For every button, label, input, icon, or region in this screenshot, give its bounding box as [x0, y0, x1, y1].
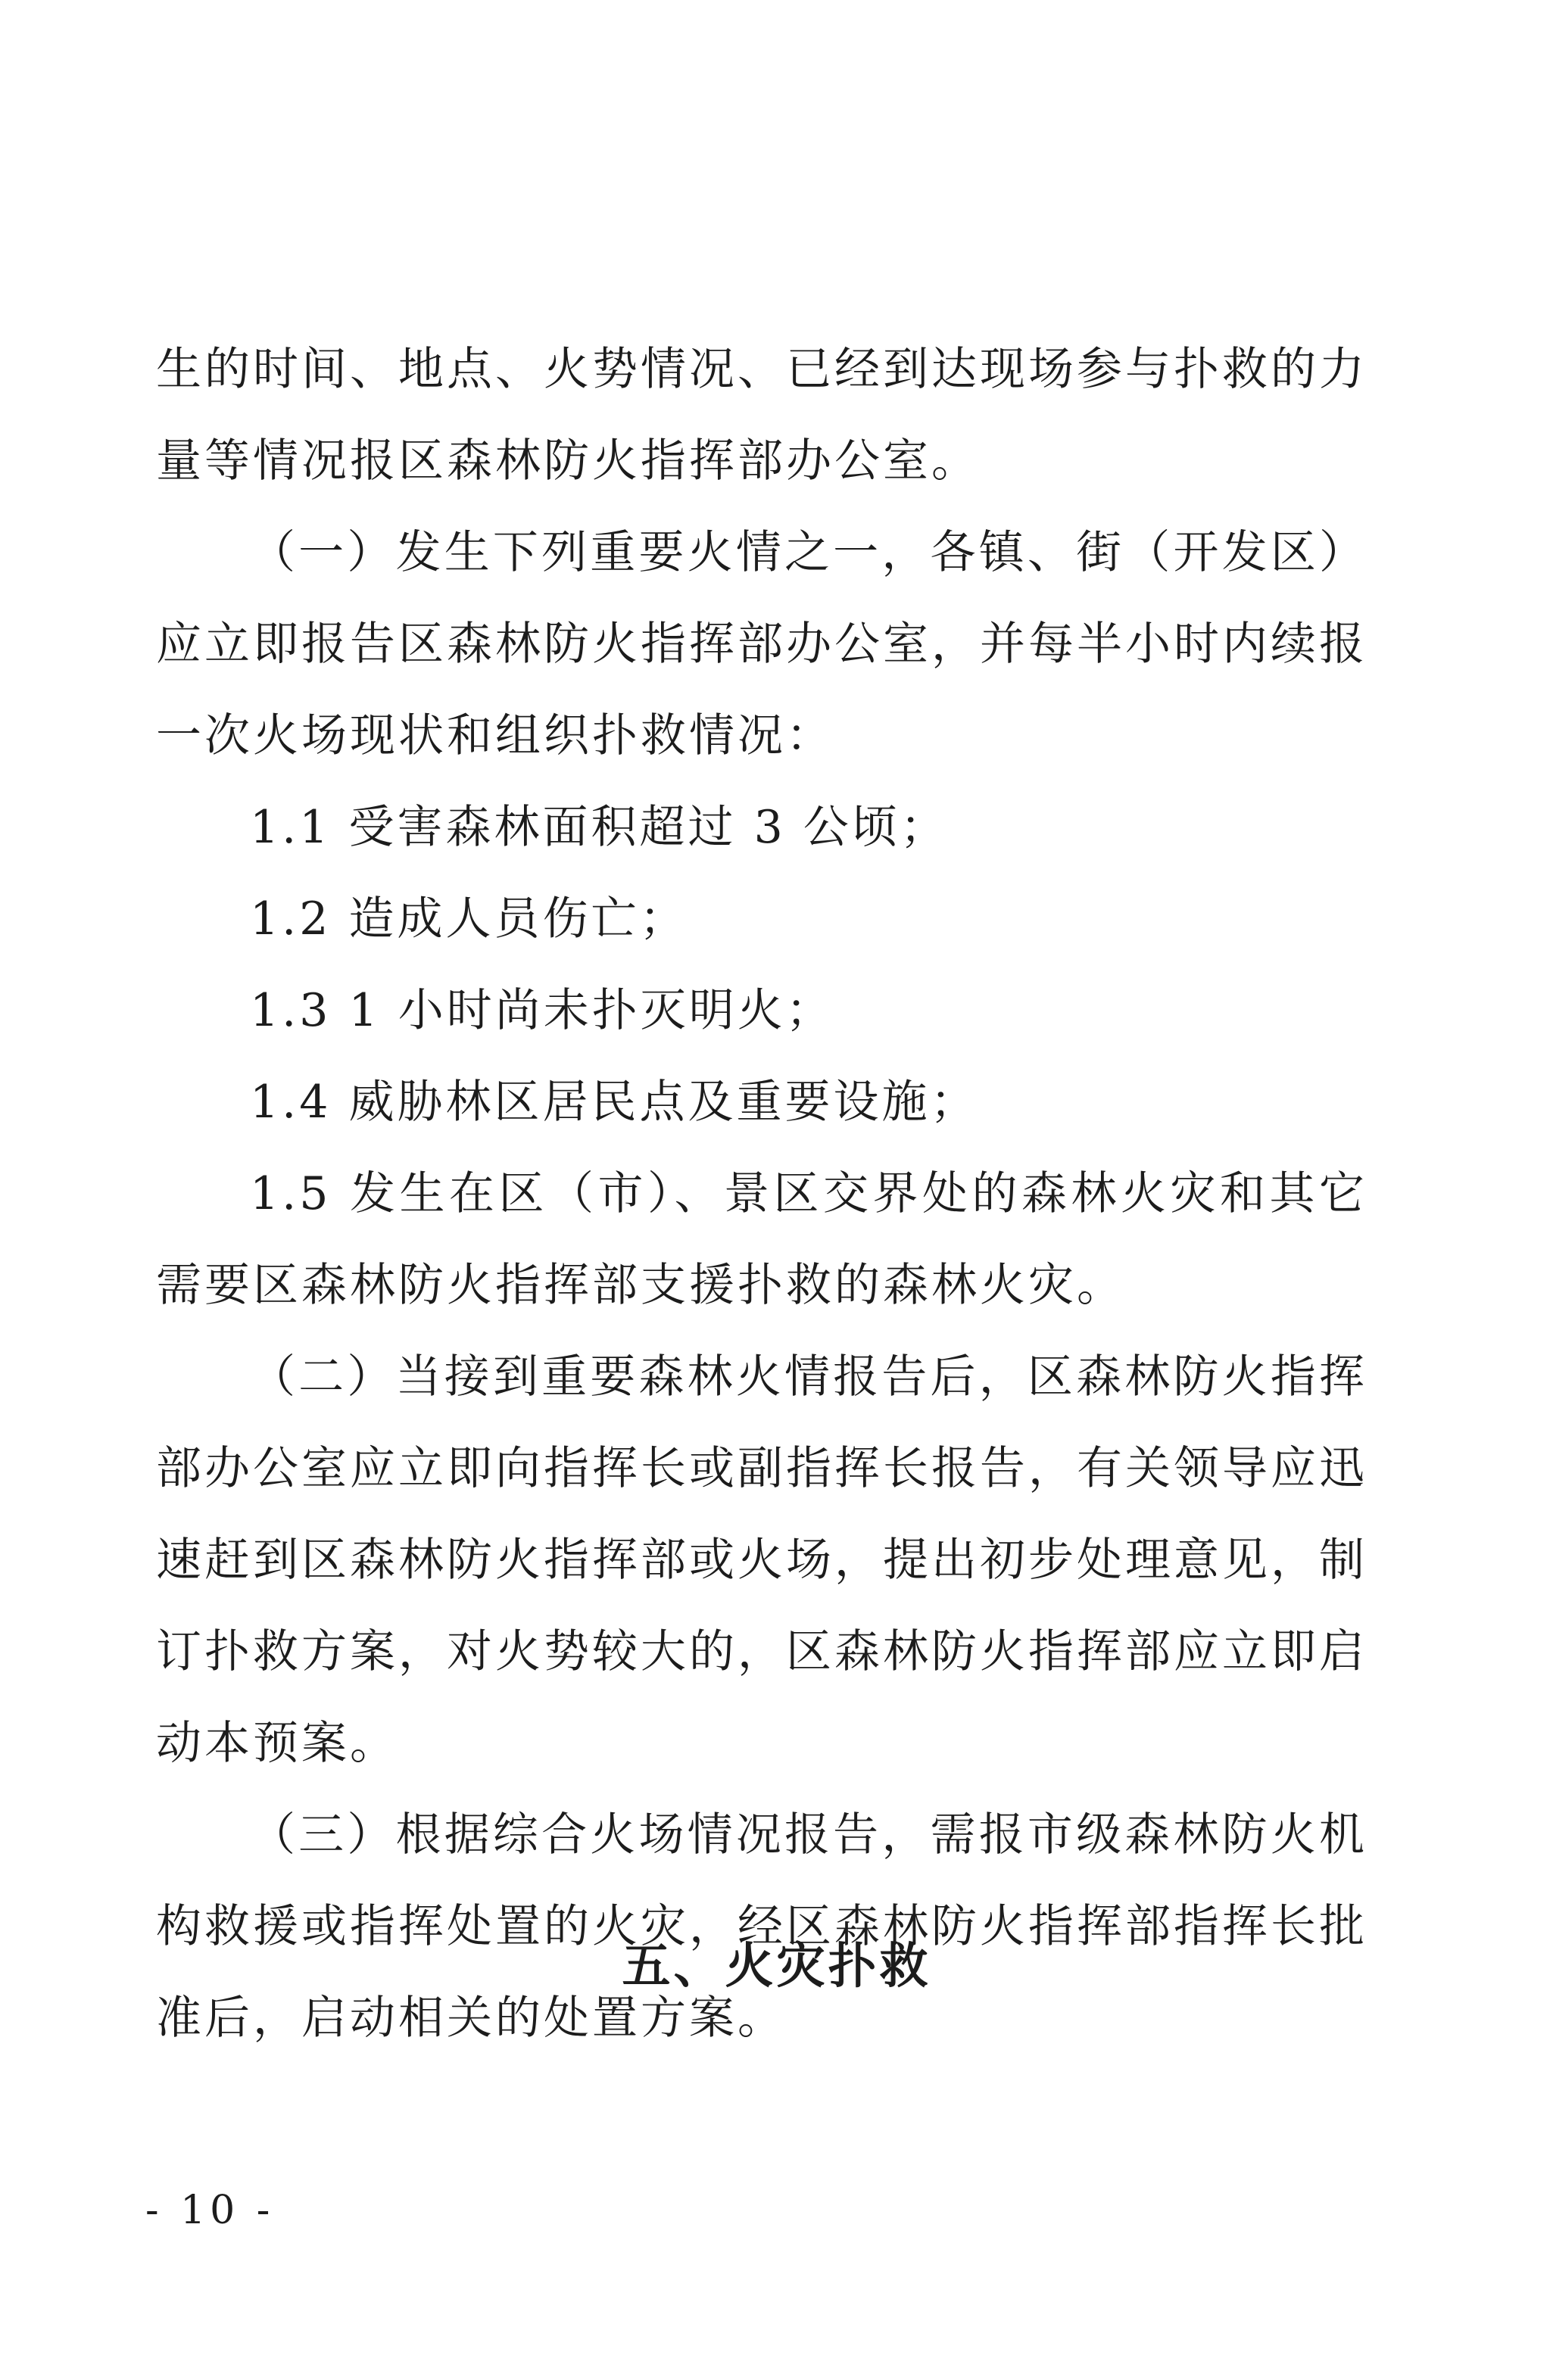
- list-item-1-4: 1.4 威胁林区居民点及重要设施；: [250, 1076, 979, 1129]
- document-body: [156, 324, 1367, 2064]
- list-item-1-3: 1.3 1 小时尚未扑灭明火；: [250, 984, 834, 1037]
- list-item-1-2: 1.2 造成人员伤亡；: [250, 892, 688, 945]
- paragraph-item-three: （三）根据综合火场情况报告，需报市级森林防火机构救援或指挥处置的火灾，经区森林防火指挥部指挥长批准后，启动相关的处置方案。: [156, 1808, 1367, 2045]
- paragraph-item-one: （一）发生下列重要火情之一，各镇、街（开发区）应立即报告区森林防火指挥部办公室，并每半小时内续报一次火场现状和组织扑救情况：: [156, 526, 1367, 762]
- paragraph-continuation: 生的时间、地点、火势情况、已经到达现场参与扑救的力量等情况报区森林防火指挥部办公室。: [156, 343, 1367, 488]
- paragraph-item-two: （二）当接到重要森林火情报告后，区森林防火指挥部办公室应立即向指挥长或副指挥长报告，有关领导应迅速赶到区森林防火指挥部或火场，提出初步处理意见，制订扑救方案，对火势较大的，区森林防火指挥部应立即启动本预案。: [156, 1350, 1367, 1770]
- page-number: - 10 -: [145, 2188, 275, 2233]
- section-heading: 五、火灾扑救: [622, 1939, 931, 1995]
- list-item-1-1: 1.1 受害森林面积超过 3 公顷；: [250, 801, 949, 854]
- list-item-1-5: 1.5 发生在区（市）、景区交界处的森林火灾和其它需要区森林防火指挥部支援扑救的森林火灾。: [156, 1167, 1367, 1312]
